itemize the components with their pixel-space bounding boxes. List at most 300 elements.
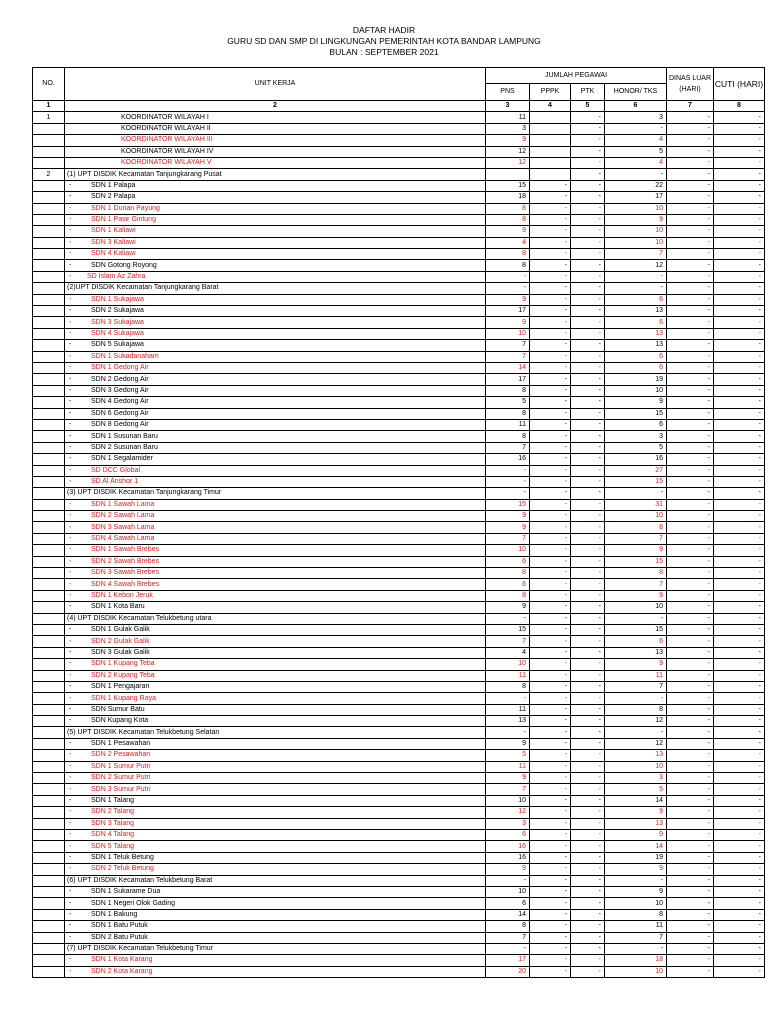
unit-name: SDN 1 Sumur Putri [91,762,151,770]
row-bullet: - [69,227,72,235]
cuti-cell: - [714,465,765,476]
unit-kerja-cell [65,271,486,282]
pppk-cell [530,112,571,123]
honor-cell: 10 [605,511,667,522]
row-bullet: - [69,307,72,315]
row-number [33,465,65,476]
honor-cell: 18 [605,955,667,966]
pppk-cell: - [530,214,571,225]
honor-cell: 7 [605,533,667,544]
unit-kerja-cell [65,693,486,704]
unit-kerja-cell [65,932,486,943]
ptk-cell: - [571,898,605,909]
unit-name: SDN 2 Kota Karang [91,967,153,975]
title-line-2: GURU SD DAN SMP DI LINGKUNGAN PEMERINTAH KOTA BANDAR LAMPUNG [227,36,541,46]
pns-cell: 9 [486,602,530,613]
pppk-cell: - [530,670,571,681]
dinas-luar-cell: - [667,397,714,408]
pppk-cell [530,146,571,157]
row-bullet: - [69,421,72,429]
dinas-luar-cell: - [667,237,714,248]
unit-name: KOORDINATOR WILAYAH IV [121,147,214,155]
pns-cell: 12 [486,807,530,818]
pns-cell: 8 [486,431,530,442]
ptk-cell: - [571,841,605,852]
unit-name: SD DCC Global [91,466,141,474]
honor-cell: 10 [605,203,667,214]
row-number [33,203,65,214]
dinas-luar-cell: - [667,773,714,784]
table-row [33,738,765,749]
row-number [33,454,65,465]
pns-cell: 6 [486,898,530,909]
cuti-cell: - [714,271,765,282]
honor-cell: - [605,123,667,134]
pppk-cell: - [530,362,571,373]
honor-cell: 11 [605,921,667,932]
honor-cell: 9 [605,807,667,818]
table-row [33,955,765,966]
honor-cell: 14 [605,795,667,806]
pns-cell: - [486,727,530,738]
unit-name: SDN 1 Sawah Brebes [91,546,160,554]
row-number [33,157,65,168]
cuti-cell: - [714,727,765,738]
pns-cell: 17 [486,374,530,385]
dinas-luar-cell: - [667,784,714,795]
honor-cell: 3 [605,773,667,784]
unit-kerja-cell [65,442,486,453]
pppk-cell: - [530,533,571,544]
table-row [33,169,765,180]
unit-name: SDN 4 Talang [91,831,135,839]
row-number [33,784,65,795]
honor-cell: 9 [605,590,667,601]
ptk-cell: - [571,123,605,134]
row-bullet: - [69,238,72,246]
row-number: 2 [33,169,65,180]
pppk-cell: - [530,271,571,282]
dinas-luar-cell: - [667,317,714,328]
table-row [33,613,765,624]
pppk-cell: - [530,830,571,841]
dinas-luar-cell: - [667,511,714,522]
table-row [33,408,765,419]
dinas-luar-cell: - [667,943,714,954]
unit-kerja-cell [65,670,486,681]
ptk-cell: - [571,750,605,761]
pns-cell: 8 [486,590,530,601]
dinas-luar-cell: - [667,647,714,658]
cuti-cell: - [714,909,765,920]
pppk-cell: - [530,351,571,362]
row-bullet: - [69,181,72,189]
header-dinas-line-1: DINAS LUAR [668,75,711,82]
ptk-cell: - [571,818,605,829]
pns-cell: 10 [486,328,530,339]
unit-name: SDN 1 Kebon Jeruk [91,591,153,599]
table-row [33,135,765,146]
ptk-cell: - [571,704,605,715]
row-bullet: - [69,523,72,531]
ptk-cell: - [571,408,605,419]
row-number [33,499,65,510]
pns-cell: 9 [486,294,530,305]
row-number [33,283,65,294]
table-row [33,260,765,271]
cuti-cell: - [714,397,765,408]
cuti-cell: - [714,454,765,465]
row-bullet: - [69,386,72,394]
cuti-cell: - [714,214,765,225]
pns-cell: 15 [486,624,530,635]
row-number [33,340,65,351]
cuti-cell: - [714,932,765,943]
unit-kerja-cell [65,511,486,522]
row-number [33,830,65,841]
row-number [33,123,65,134]
cuti-cell: - [714,294,765,305]
cuti-cell: - [714,511,765,522]
row-bullet: - [69,888,72,896]
pns-cell: 18 [486,192,530,203]
row-number [33,397,65,408]
cuti-cell: - [714,135,765,146]
row-number [33,362,65,373]
cuti-cell: - [714,328,765,339]
honor-cell: 19 [605,852,667,863]
pppk-cell: - [530,921,571,932]
unit-name: SDN 8 Gedong Air [91,421,149,429]
unit-kerja-cell [65,681,486,692]
dinas-luar-cell: - [667,431,714,442]
row-bullet: - [69,819,72,827]
dinas-luar-cell: - [667,112,714,123]
table-row [33,192,765,203]
ptk-cell: - [571,727,605,738]
table-row [33,511,765,522]
ptk-cell: - [571,568,605,579]
table-row [33,146,765,157]
unit-kerja-cell [65,556,486,567]
pppk-cell: - [530,818,571,829]
unit-kerja-cell [65,431,486,442]
pppk-cell: - [530,750,571,761]
row-number [33,886,65,897]
row-number [33,192,65,203]
pns-cell: 11 [486,704,530,715]
pppk-cell: - [530,795,571,806]
unit-kerja-cell [65,886,486,897]
pns-cell: 5 [486,397,530,408]
row-number [33,602,65,613]
row-number [33,716,65,727]
unit-name: SDN 2 Pesawahan [91,751,151,759]
honor-cell: 13 [605,306,667,317]
row-number [33,659,65,670]
column-number-row [33,101,765,112]
row-number [33,317,65,328]
table-row [33,294,765,305]
table-row [33,602,765,613]
ptk-cell: - [571,579,605,590]
table-row [33,875,765,886]
dinas-luar-cell: - [667,681,714,692]
ptk-cell: - [571,237,605,248]
table-row [33,852,765,863]
row-number [33,294,65,305]
dinas-luar-cell: - [667,135,714,146]
row-number [33,442,65,453]
pns-cell: 7 [486,636,530,647]
ptk-cell: - [571,157,605,168]
cuti-cell: - [714,818,765,829]
row-number [33,431,65,442]
honor-cell: 7 [605,249,667,260]
table-row [33,830,765,841]
pppk-cell: - [530,681,571,692]
pns-cell: 14 [486,362,530,373]
table-row [33,419,765,430]
header-dinas-luar [667,68,714,101]
pppk-cell: - [530,408,571,419]
unit-kerja-cell [65,636,486,647]
cuti-cell: - [714,362,765,373]
ptk-cell: - [571,511,605,522]
row-number [33,146,65,157]
header-no: NO. [33,68,65,101]
dinas-luar-cell: - [667,260,714,271]
dinas-luar-cell: - [667,932,714,943]
honor-cell: 13 [605,328,667,339]
pns-cell: 7 [486,533,530,544]
unit-kerja-cell [65,727,486,738]
pns-cell: 9 [486,317,530,328]
ptk-cell: - [571,328,605,339]
ptk-cell: - [571,192,605,203]
row-bullet: - [69,660,72,668]
dinas-luar-cell: - [667,408,714,419]
dinas-luar-cell: - [667,533,714,544]
cuti-cell: - [714,636,765,647]
pppk-cell [530,169,571,180]
row-number [33,476,65,487]
header-jumlah-pegawai: JUMLAH PEGAWAI [486,68,667,84]
unit-name: KOORDINATOR WILAYAH III [121,136,213,144]
honor-cell: 13 [605,340,667,351]
unit-kerja-cell [65,283,486,294]
unit-name: SDN 1 Sukadanaham [91,352,159,360]
cuti-cell: - [714,647,765,658]
row-number [33,328,65,339]
pppk-cell: - [530,784,571,795]
cuti-cell: - [714,169,765,180]
unit-kerja-cell [65,260,486,271]
row-bullet: - [69,580,72,588]
cuti-cell: - [714,351,765,362]
row-bullet: - [69,546,72,554]
cuti-cell: - [714,260,765,271]
pppk-cell: - [530,340,571,351]
pns-cell: 10 [486,545,530,556]
ptk-cell: - [571,362,605,373]
cuti-cell: - [714,807,765,818]
dinas-luar-cell: - [667,716,714,727]
pns-cell: 15 [486,180,530,191]
row-bullet: - [69,751,72,759]
honor-cell: 10 [605,761,667,772]
pns-cell: 7 [486,351,530,362]
row-bullet: - [69,842,72,850]
ptk-cell: - [571,203,605,214]
honor-cell: 15 [605,408,667,419]
ptk-cell: - [571,340,605,351]
row-number [33,249,65,260]
row-number [33,773,65,784]
unit-kerja-cell [65,716,486,727]
honor-cell: 9 [605,214,667,225]
ptk-cell: - [571,602,605,613]
row-number [33,670,65,681]
column-number-7: 7 [667,101,714,112]
ptk-cell: - [571,773,605,784]
cuti-cell: - [714,203,765,214]
ptk-cell: - [571,476,605,487]
row-bullet: - [69,557,72,565]
honor-cell: 9 [605,830,667,841]
unit-kerja-cell [65,761,486,772]
cuti-cell: - [714,237,765,248]
honor-cell: 8 [605,704,667,715]
row-bullet: - [69,535,72,543]
honor-cell: 12 [605,738,667,749]
table-row [33,886,765,897]
row-number [33,966,65,977]
unit-kerja-cell [65,795,486,806]
row-number [33,374,65,385]
honor-cell: - [605,488,667,499]
unit-kerja-cell [65,875,486,886]
row-number [33,647,65,658]
pns-cell: 10 [486,886,530,897]
dinas-luar-cell: - [667,921,714,932]
unit-kerja-cell [65,784,486,795]
dinas-luar-cell: - [667,306,714,317]
row-number [33,921,65,932]
ptk-cell: - [571,955,605,966]
pns-cell: 6 [486,579,530,590]
header-cuti: CUTI (HARI) [714,68,765,101]
cuti-cell: - [714,568,765,579]
dinas-luar-cell: - [667,750,714,761]
unit-kerja-cell [65,180,486,191]
ptk-cell: - [571,556,605,567]
table-row [33,157,765,168]
cuti-cell: - [714,374,765,385]
row-bullet: - [69,910,72,918]
unit-kerja-cell [65,568,486,579]
honor-cell: 12 [605,260,667,271]
unit-kerja-cell [65,385,486,396]
row-bullet: - [69,865,72,873]
pppk-cell: - [530,773,571,784]
honor-cell: 9 [605,545,667,556]
row-number [33,568,65,579]
pns-cell: 9 [486,773,530,784]
ptk-cell: - [571,659,605,670]
dinas-luar-cell: - [667,442,714,453]
row-number [33,271,65,282]
cuti-cell: - [714,385,765,396]
pns-cell: 12 [486,157,530,168]
pppk-cell: - [530,249,571,260]
document-title [0,25,768,58]
unit-kerja-cell [65,306,486,317]
unit-kerja-cell [65,169,486,180]
pns-cell: 13 [486,716,530,727]
pns-cell: 8 [486,681,530,692]
table-row [33,203,765,214]
unit-kerja-cell [65,237,486,248]
ptk-cell: - [571,932,605,943]
unit-kerja-cell [65,488,486,499]
pppk-cell: - [530,226,571,237]
dinas-luar-cell: - [667,192,714,203]
pppk-cell: - [530,260,571,271]
honor-cell: 9 [605,864,667,875]
ptk-cell: - [571,533,605,544]
unit-name: SD Islam Az Zahra [87,273,146,281]
unit-name: (6) UPT DISDIK Kecamatan Telukbetung Barat [67,876,213,884]
dinas-luar-cell: - [667,704,714,715]
honor-cell: 4 [605,157,667,168]
unit-kerja-cell [65,123,486,134]
pppk-cell [530,157,571,168]
table-row [33,237,765,248]
pns-cell: 11 [486,670,530,681]
cuti-cell: - [714,306,765,317]
ptk-cell: - [571,271,605,282]
cuti-cell: - [714,750,765,761]
cuti-cell: - [714,624,765,635]
table-row [33,397,765,408]
cuti-cell: - [714,864,765,875]
pppk-cell: - [530,374,571,385]
unit-name: SDN 2 Gedong Air [91,375,149,383]
unit-name: SDN 1 Kupang Raya [91,694,156,702]
title-line-3: BULAN : SEPTEMBER 2021 [329,47,439,57]
honor-cell: - [605,875,667,886]
ptk-cell: - [571,226,605,237]
pns-cell: 9 [486,226,530,237]
unit-kerja-cell [65,773,486,784]
honor-cell: - [605,169,667,180]
pppk-cell: - [530,431,571,442]
ptk-cell: - [571,921,605,932]
pppk-cell: - [530,397,571,408]
cuti-cell: - [714,157,765,168]
dinas-luar-cell: - [667,568,714,579]
row-number [33,864,65,875]
row-number [33,943,65,954]
ptk-cell: - [571,590,605,601]
honor-cell: 11 [605,670,667,681]
honor-cell: - [605,693,667,704]
row-bullet: - [69,899,72,907]
table-row [33,226,765,237]
unit-name: SDN 2 Sawah Lama [91,512,155,520]
pns-cell: - [486,465,530,476]
